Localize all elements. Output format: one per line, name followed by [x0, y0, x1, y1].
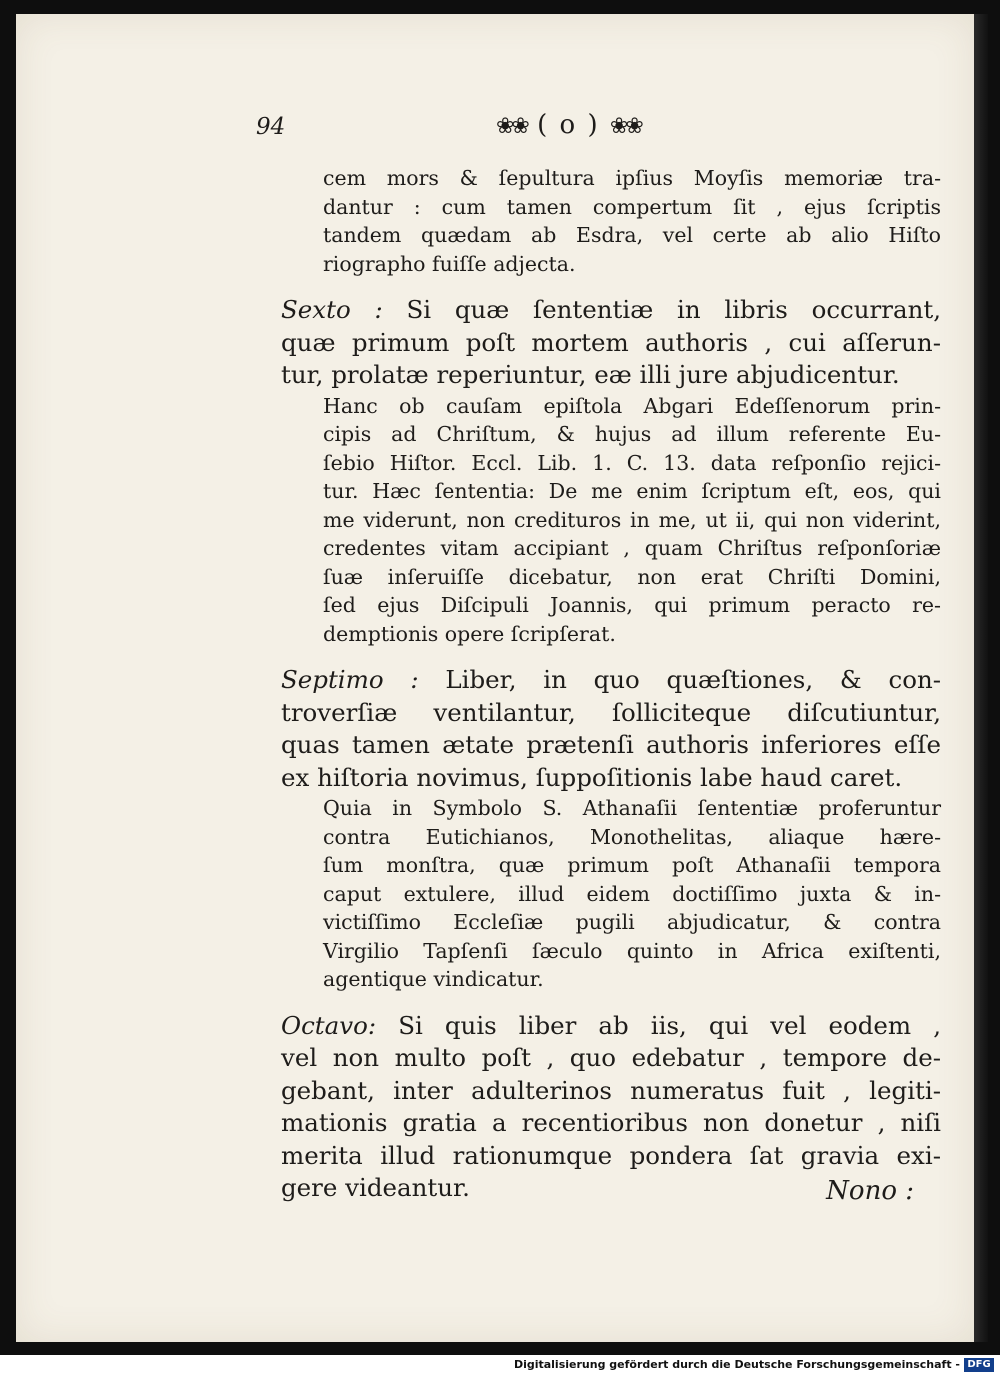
paragraph-p2 — [261, 294, 941, 392]
text-line — [323, 965, 941, 994]
line-text: gere videantur. — [281, 1173, 470, 1202]
text-line — [323, 591, 941, 620]
text-block — [261, 164, 941, 1205]
text-line — [323, 193, 941, 222]
text-line — [281, 294, 941, 327]
line-text: dantur : cum tamen compertum ſit , ejus ſcriptis — [323, 194, 941, 219]
line-text: ſed ejus Diſcipuli Joannis, qui primum peracto re- — [323, 593, 941, 617]
line-text: caput extulere, illud eidem doctiſſimo juxta & in- — [323, 881, 941, 906]
line-text: cem mors & ſepultura ipſius Moyſis memoriæ tra- — [323, 166, 941, 190]
line-text: merita illud rationumque pondera ſat gravia exi- — [281, 1140, 941, 1170]
line-text: cipis ad Chriſtum, & hujus ad illum referente Eu- — [323, 422, 941, 446]
ornament-right-icon: ❀❀ — [609, 114, 641, 139]
line-text: troverſiæ ventilantur, ſolliciteque diſcutiuntur, — [281, 697, 941, 727]
paragraph-lead: Septimo : — [281, 665, 419, 694]
line-text: ſuæ inſeruiſſe dicebatur, non erat Chriſti Domini, — [323, 564, 941, 589]
text-line — [281, 697, 941, 730]
ornament-center: ( o ) — [537, 110, 600, 140]
head-ornament — [496, 110, 641, 140]
line-text: mationis gratia a recentioribus non donetur , niſi — [281, 1108, 941, 1137]
text-line — [323, 794, 941, 823]
line-text: Hanc ob cauſam epiſtola Abgari Edeſſenorum prin- — [323, 393, 941, 418]
text-line — [281, 729, 941, 762]
text-line — [323, 506, 941, 535]
line-text: credentes vitam accipiant , quam Chriſtus reſponſoriæ — [323, 536, 941, 560]
text-line — [323, 620, 941, 649]
text-line — [323, 449, 941, 478]
catchword: Nono : — [826, 1176, 914, 1206]
text-line — [323, 880, 941, 909]
footer-credit: Digitalisierung gefördert durch die Deutsche Forschungsgemeinschaft - — [513, 1358, 960, 1371]
text-line — [323, 420, 941, 449]
book-page — [16, 14, 974, 1342]
text-line — [323, 534, 941, 563]
line-text: demptionis opere ſcripſerat. — [323, 621, 616, 646]
text-line — [281, 359, 941, 392]
text-line — [281, 664, 941, 697]
text-line — [323, 164, 941, 193]
running-head — [16, 102, 974, 142]
text-line — [323, 221, 941, 250]
text-line — [281, 1140, 941, 1173]
line-text: victiſſimo Eccleſiæ pugili abjudicatur, & contra — [323, 910, 941, 934]
line-text: Si quis liber ab iis, qui vel eodem , — [398, 1010, 942, 1040]
line-text: me viderunt, non credituros in me, ut ii, qui non viderint, — [323, 507, 941, 532]
paragraph-p3 — [261, 392, 941, 649]
text-line — [323, 937, 941, 966]
text-line — [323, 477, 941, 506]
paragraph-lead: Sexto : — [281, 295, 383, 324]
line-text: ex hiſtoria novimus, ſuppoſitionis labe haud caret. — [281, 762, 903, 792]
digitization-footer — [0, 1355, 1000, 1375]
line-text: contra Eutichianos, Monothelitas, aliaque hære- — [323, 824, 941, 849]
ornament-left-icon: ❀❀ — [496, 114, 527, 139]
dfg-logo-icon: DFG — [964, 1358, 994, 1372]
text-line — [281, 1042, 941, 1075]
line-text: tandem quædam ab Esdra, vel certe ab alio Hiſto — [323, 223, 941, 247]
text-line — [281, 1107, 941, 1140]
text-line — [323, 851, 941, 880]
text-line — [323, 823, 941, 852]
line-text: quas tamen ætate prætenſi authoris inferiores eſſe — [281, 730, 941, 759]
paragraph-p1 — [261, 164, 941, 278]
page-number: 94 — [256, 114, 286, 140]
line-text: Quia in Symbolo S. Athanaſii ſententiæ proferuntur — [323, 796, 941, 820]
paragraph-lead: Octavo: — [281, 1010, 377, 1040]
line-text: Liber, in quo quæſtiones, & con- — [445, 665, 941, 694]
line-text: tur, prolatæ reperiuntur, eæ illi jure abjudicentur. — [281, 360, 900, 389]
line-text: agentique vindicatur. — [323, 967, 544, 991]
text-line — [281, 1010, 941, 1043]
text-line — [323, 563, 941, 592]
paragraph-p4 — [261, 664, 941, 794]
paragraph-p5 — [261, 794, 941, 994]
line-text: Si quæ ſententiæ in libris occurrant, — [406, 295, 941, 324]
text-line — [281, 762, 941, 795]
line-text: ſebio Hiſtor. Eccl. Lib. 1. C. 13. data reſponſio rejici- — [323, 450, 941, 475]
text-line — [281, 1075, 941, 1108]
text-line — [323, 250, 941, 279]
line-text: ſum monſtra, quæ primum poſt Athanaſii tempora — [323, 853, 941, 877]
text-line — [323, 392, 941, 421]
page-edge-shadow — [974, 14, 988, 1342]
line-text: tur. Hæc ſententia: De me enim ſcriptum eſt, eos, qui — [323, 479, 941, 503]
text-line — [281, 327, 941, 360]
line-text: quæ primum poſt mortem authoris , cui aſſerun- — [281, 327, 941, 357]
line-text: vel non multo poſt , quo edebatur , tempore de- — [281, 1043, 941, 1072]
line-text: Virgilio Tapſenſi ſæculo quinto in Africa exiſtenti, — [323, 938, 941, 963]
line-text: gebant, inter adulterinos numeratus fuit , legiti- — [281, 1075, 941, 1105]
text-line — [323, 908, 941, 937]
line-text: riographo fuiſſe adjecta. — [323, 251, 576, 276]
